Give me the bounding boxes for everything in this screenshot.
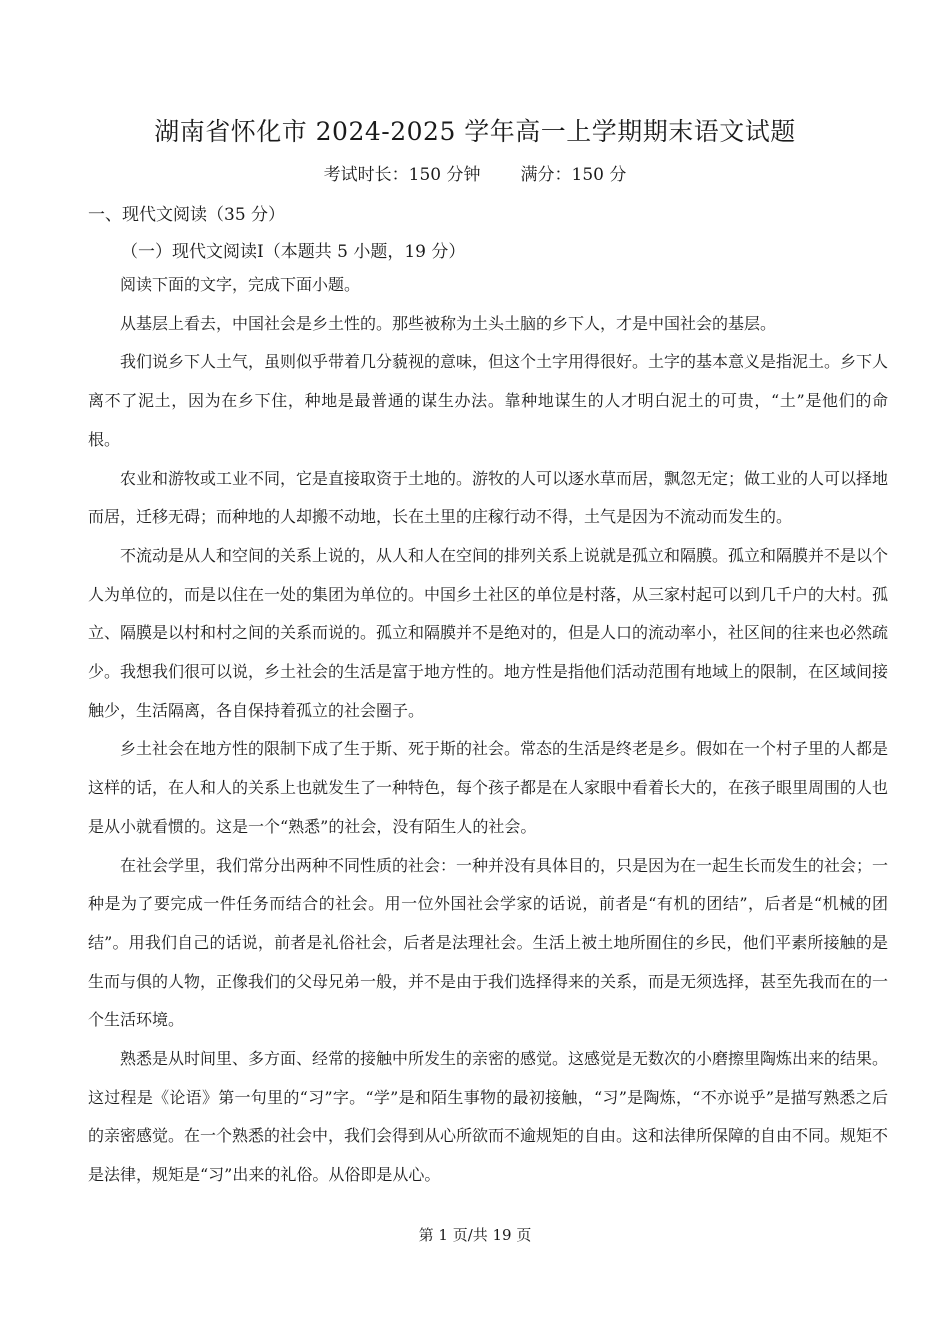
exam-time: 考试时长：150 分钟 xyxy=(323,165,481,185)
full-score: 满分：150 分 xyxy=(520,165,627,185)
section-heading: 一、现代文阅读（35 分） xyxy=(88,205,286,225)
passage-paragraph: 我们说乡下人土气，虽则似乎带着几分藐视的意味，但这个土字用得很好。土字的基本意义是指泥土。乡下人离不了泥土，因为在乡下住，种地是最普通的谋生办法。靠种地谋生的人才明白泥土的可贵，“土”是他们的命根。 xyxy=(88,352,889,449)
instruction-paragraph: 阅读下面的文字，完成下面小题。 xyxy=(120,275,361,294)
passage-paragraph: 乡土社会在地方性的限制下成了生于斯、死于斯的社会。常态的生活是终老是乡。假如在一个村子里的人都是这样的话，在人和人的关系上也就发生了一种特色，每个孩子都是在人家眼中看着长大的，在孩子眼里周围的人也是从小就看惯的。这是一个“熟悉”的社会，没有陌生人的社会。 xyxy=(88,739,889,836)
passage-paragraph: 不流动是从人和空间的关系上说的，从人和人在空间的排列关系上说就是孤立和隔膜。孤立和隔膜并不是以个人为单位的，而是以住在一处的集团为单位的。中国乡土社区的单位是村落，从三家村起可以到几千户的大村。孤立、隔膜是以村和村之间的关系而说的。孤立和隔膜并不是绝对的，但是人口的流动率小，社区间的往来也必然疏少。我想我们很可以说，乡土社会的生活是富于地方性的。地方性是指他们活动范围有地域上的限制，在区域间接触少，生活隔离，各自保持着孤立的社会圈子。 xyxy=(88,545,889,720)
exam-title: 湖南省怀化市 2024-2025 学年高一上学期期末语文试题 xyxy=(154,117,796,146)
passage-paragraph: 在社会学里，我们常分出两种不同性质的社会：一种并没有具体目的，只是因为在一起生长而发生的社会；一种是为了要完成一件任务而结合的社会。用一位外国社会学家的话说，前者是“有机的团结”，后者是“机械的团结”。用我们自己的话说，前者是礼俗社会，后者是法理社会。生活上被土地所囿住的乡民，他们平素所接触的是生而与俱的人物，正像我们的父母兄弟一般，并不是由于我们选择得来的关系，而是无须选择，甚至先我而在的一个生活环境。 xyxy=(88,855,889,1030)
subsection-heading: （一）现代文阅读Ⅰ（本题共 5 小题，19 分） xyxy=(121,242,466,262)
page-footer: 第 1 页/共 19 页 xyxy=(418,1226,532,1244)
reading-passage xyxy=(88,266,888,1195)
passage-paragraph: 从基层上看去，中国社会是乡土性的。那些被称为土头土脑的乡下人，才是中国社会的基层。 xyxy=(120,313,777,333)
passage-paragraph: 熟悉是从时间里、多方面、经常的接触中所发生的亲密的感觉。这感觉是无数次的小磨擦里陶炼出来的结果。这过程是《论语》第一句里的“习”字。“学”是和陌生事物的最初接触，“习”是陶炼，“不亦说乎”是描写熟悉之后的亲密感觉。在一个熟悉的社会中，我们会得到从心所欲而不逾规矩的自由。这和法律所保障的自由不同。规矩不是法律，规矩是“习”出来的礼俗。从俗即是从心。 xyxy=(88,1049,889,1185)
exam-info xyxy=(0,160,950,185)
passage-paragraph: 农业和游牧或工业不同，它是直接取资于土地的。游牧的人可以逐水草而居，飘忽无定；做工业的人可以择地而居，迁移无碍；而种地的人却搬不动地，长在土里的庄稼行动不得，土气是因为不流动而发生的。 xyxy=(88,468,889,527)
